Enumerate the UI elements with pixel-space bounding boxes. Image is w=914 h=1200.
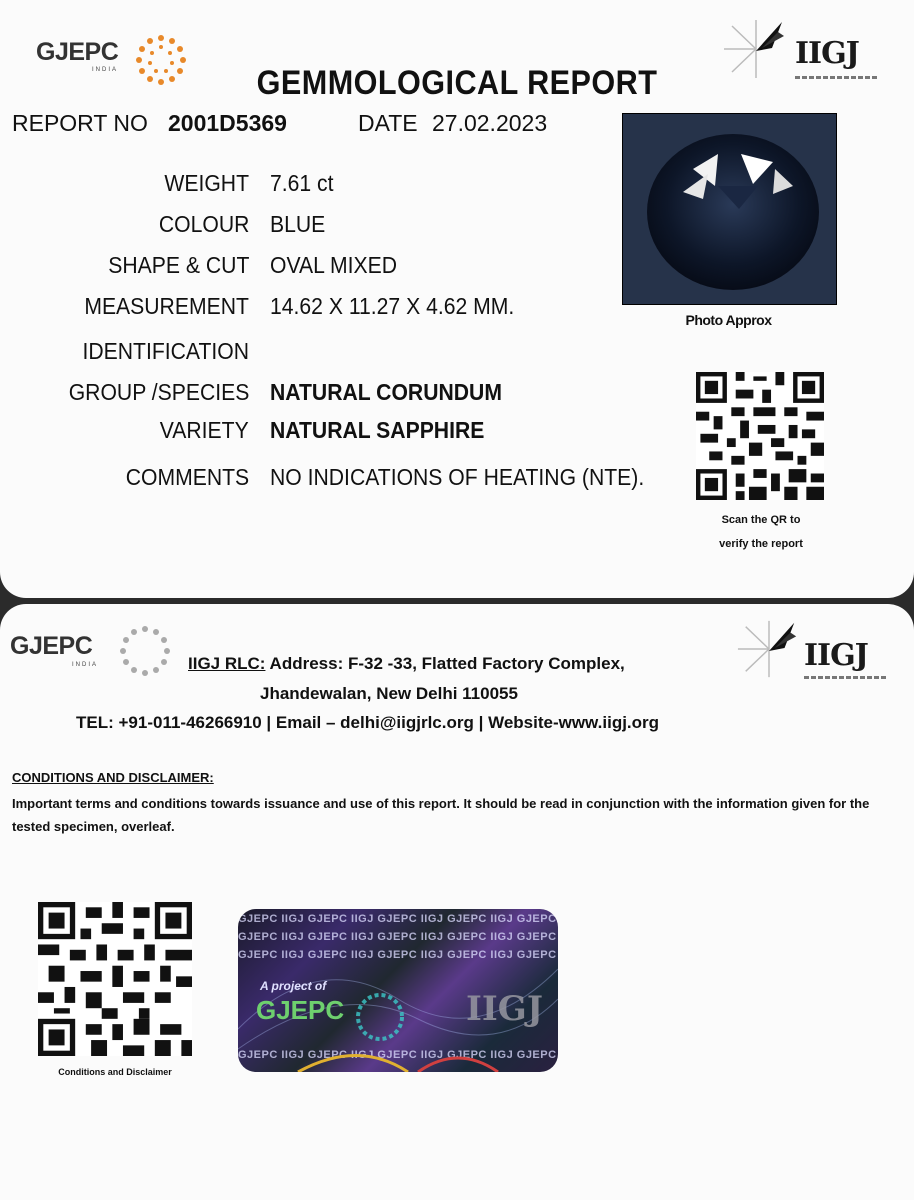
hologram-row: GJEPC IIGJ GJEPC IIGJ GJEPC IIGJ GJEPC IIGJ GJEPC xyxy=(238,931,557,943)
sapphire-gem-icon xyxy=(623,114,836,304)
field-label-variety: VARIETY xyxy=(160,417,249,443)
field-value-comments: NO INDICATIONS OF HEATING (NTE). xyxy=(270,464,645,490)
iigj-logo-tagline xyxy=(804,676,888,679)
field-label-shape-cut: SHAPE & CUT xyxy=(107,252,249,278)
verify-qr-code-icon[interactable] xyxy=(696,371,824,501)
hologram-row: GJEPC IIGJ GJEPC IIGJ GJEPC IIGJ GJEPC IIGJ GJEPC xyxy=(238,1049,557,1061)
qr-caption-line2: verify the report xyxy=(719,538,803,550)
hologram-project-label: A project of xyxy=(260,979,327,993)
hologram-iigj-text: IIGJ xyxy=(466,989,543,1029)
field-label-comments: COMMENTS xyxy=(125,464,249,490)
field-value-colour: BLUE xyxy=(270,211,326,237)
hologram-sticker xyxy=(238,909,558,1072)
iigj-logo-text: IIGJ xyxy=(795,36,859,71)
conditions-qr-caption: Conditions and Disclaimer xyxy=(58,1067,172,1077)
field-value-measurement: 14.62 X 11.27 X 4.62 MM. xyxy=(270,293,515,319)
field-label-measurement: MEASUREMENT xyxy=(84,293,249,319)
conditions-body: Important terms and conditions towards issuance and use of this report. It should be read in conjunction with the information given for the tested specimen, overleaf. xyxy=(12,796,870,834)
field-value-variety: NATURAL SAPPHIRE xyxy=(270,417,485,443)
field-value-group-species: NATURAL CORUNDUM xyxy=(270,379,502,405)
field-label-weight: WEIGHT xyxy=(164,170,249,196)
conditions-qr-code-icon[interactable] xyxy=(38,900,192,1058)
field-label-identification: IDENTIFICATION xyxy=(82,338,249,364)
qr-caption-line1: Scan the QR to xyxy=(721,514,801,526)
gjepc-logo-sub: INDIA xyxy=(72,662,99,668)
gem-photo xyxy=(622,113,837,305)
sun-icon xyxy=(118,624,172,678)
date-value: 27.02.2023 xyxy=(432,110,548,136)
gjepc-logo-sub: INDIA xyxy=(92,67,119,73)
hologram-row: GJEPC IIGJ GJEPC IIGJ GJEPC IIGJ GJEPC IIGJ GJEPC xyxy=(238,913,557,925)
iigj-burst-icon xyxy=(736,618,802,680)
hologram-gjepc-text: GJEPC xyxy=(256,995,345,1025)
qr-caption xyxy=(696,508,826,556)
address-line1 xyxy=(188,654,625,674)
field-value-weight: 7.61 ct xyxy=(270,170,334,196)
date-label: DATE xyxy=(358,110,418,136)
field-label-colour: COLOUR xyxy=(158,211,249,237)
address-line2: Jhandewalan, New Delhi 110055 xyxy=(260,684,518,703)
photo-caption: Photo Approx xyxy=(685,312,772,328)
address-org: IIGJ RLC: xyxy=(188,654,266,673)
iigj-logo-text: IIGJ xyxy=(804,638,868,673)
report-front-card xyxy=(0,0,914,598)
field-value-shape-cut: OVAL MIXED xyxy=(270,252,398,278)
gjepc-logo-text: GJEPC xyxy=(36,38,119,66)
hologram-row: GJEPC IIGJ GJEPC IIGJ GJEPC IIGJ GJEPC IIGJ GJEPC xyxy=(238,949,557,961)
report-no-value: 2001D5369 xyxy=(168,110,287,136)
field-label-group-species: GROUP /SPECIES xyxy=(68,379,249,405)
gjepc-logo-text: GJEPC xyxy=(10,632,93,660)
contact-line: TEL: +91-011-46266910 | Email – delhi@iigjrlc.org | Website-www.iigj.org xyxy=(76,713,660,732)
report-no-label: REPORT NO xyxy=(12,110,148,136)
report-title: GEMMOLOGICAL REPORT xyxy=(256,64,658,102)
address-text: Address: F-32 -33, Flatted Factory Complex, xyxy=(269,654,625,673)
report-back-card xyxy=(0,604,914,1200)
conditions-title: CONDITIONS AND DISCLAIMER: xyxy=(12,770,214,785)
